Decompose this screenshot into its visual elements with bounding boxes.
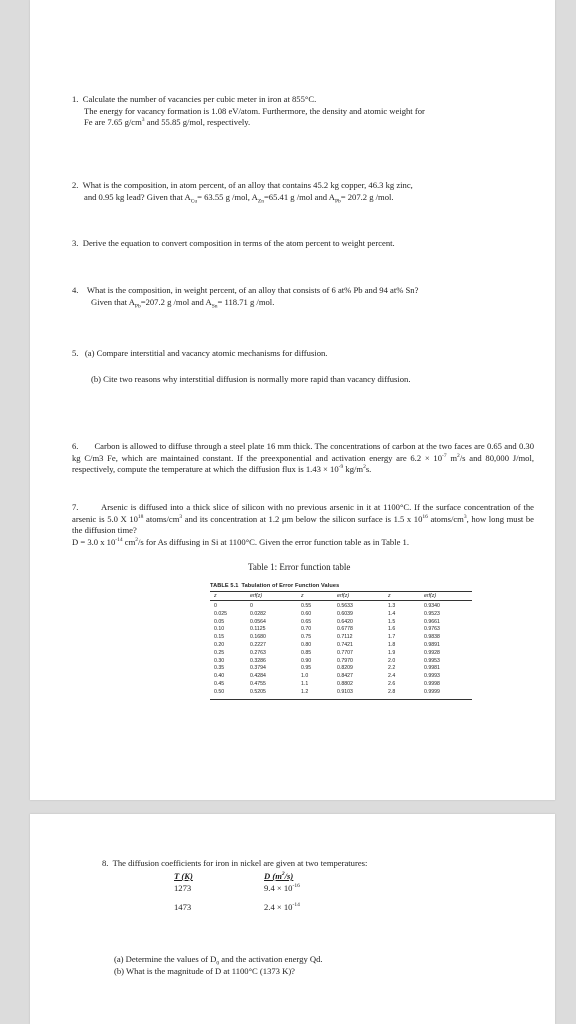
table-cell: 0.6420 [337,618,353,625]
question-number: 4. [72,285,79,295]
column-erf-2 [337,603,384,697]
table-cell: 0.0564 [250,618,266,625]
table-cell: 0.40 [214,673,225,680]
question-text: Calculate the number of vacancies per cubic meter in iron at 855°C. [82,94,317,104]
table-cell: 1.8 [388,641,396,648]
table-cell: 0.1125 [250,626,266,633]
table-cell: 1.9 [388,649,396,656]
question-5 [72,348,411,385]
table-cell: 0.4755 [250,680,266,687]
question-text: =207.2 g /mol and A [140,296,212,307]
table-cell: 0.9928 [424,649,440,656]
question-text: The diffusion coefficients for iron in nickel are given at two temperatures: [112,858,368,868]
question-text: D = 3.0 x 10 [72,536,116,547]
table-cell: 0 [250,603,253,609]
table-cell: 0.30 [214,657,225,664]
diffusion-cell [264,883,364,893]
table-cell: 0.025 [214,610,227,617]
table-cell: 0.45 [214,680,225,687]
question-7 [72,502,534,548]
table-cell: 0.80 [301,641,312,648]
table-cell: 0.9838 [424,634,440,641]
question-text: kg/m [343,464,364,474]
table-cell: 0.7707 [337,649,353,656]
table-cell: 0.9523 [424,610,440,617]
subscript: Pb [134,303,141,310]
question-text: and 55.85 g/mol, respectively. [144,117,251,127]
table-cell: 2.8 [388,688,396,695]
subscript: 0 [216,960,220,967]
table-cell: 0.9999 [424,688,440,695]
question-text: atoms/cm [427,513,464,524]
temperature-cell: 1273 [174,883,192,893]
worksheet-page-2 [30,814,555,1024]
superscript: 3 [141,117,145,124]
table-rule [210,699,472,700]
table-cell: 2.4 [388,673,396,680]
question-text: Arsenic is diffused into a thick slice of silicon with no previous arsenic in it at 1100°C. If the surface concentration of the arsenic is 5.0 X 10 [72,502,534,524]
table-cell: 0.9953 [424,657,440,664]
table-cell: 0.85 [301,649,312,656]
table-cell: 0.7970 [337,657,353,664]
table-cell: 0.8209 [337,665,353,672]
header-temperature: T (K) [174,871,193,881]
question-text: (a) Determine the values of D [114,954,217,964]
superscript: 2 [135,536,139,543]
question-8-parts [114,953,323,977]
question-text: = 207.2 g /mol. [340,191,394,202]
worksheet-page-1 [30,0,555,800]
column-erf-1 [250,603,297,697]
diffusion-data-table [174,871,364,921]
header-diffusion-coefficient [264,871,293,881]
table-cell: 0.25 [214,649,225,656]
table-number: TABLE 5.1 [210,583,239,589]
header-erf: erf(z) [250,593,263,599]
superscript: 3 [179,513,183,520]
header-z: z [388,593,391,599]
table-cell: 0.10 [214,626,225,633]
table-row [174,902,364,921]
table-cell: 0.95 [301,665,312,672]
table-cell: 1.7 [388,634,396,641]
table-cell: 1.3 [388,603,396,609]
table-title-text: Tabulation of Error Function Values [241,583,340,589]
table-cell: 0.9763 [424,626,440,633]
column-z-3 [384,603,424,697]
value-text: 2.4 × 10 [264,902,293,912]
question-text: What is the composition, in weight percent, of an alloy that consists of 6 at% Pb and 94 at% Sn? [86,285,419,295]
question-1 [72,94,425,129]
table-cell: 2.6 [388,680,396,687]
subscript: Zn [257,198,264,205]
table-cell: 0.6778 [337,626,353,633]
superscript: -14 [115,536,123,543]
table-cell: 2.2 [388,665,396,672]
header-erf: erf(z) [337,593,350,599]
table-header-row [210,592,472,600]
table-cell: 2.0 [388,657,396,664]
header-text: /s) [284,871,294,881]
question-number: 6. [72,441,79,451]
question-text: = 63.55 g /mol, A [197,191,258,202]
table-cell: 1.4 [388,610,396,617]
question-number: 8. [102,858,109,868]
superscript: -9 [338,464,344,471]
table-cell: 0.15 [214,634,225,641]
question-text: (b) Cite two reasons why interstitial diffusion is normally more rapid than vacancy diffusion. [91,373,411,384]
header-z: z [301,593,304,599]
table-cell: 0.0282 [250,610,266,617]
temperature-cell: 1473 [174,902,192,912]
table-cell: 1.5 [388,618,396,625]
superscript: -7 [442,452,447,459]
table-title [210,583,472,589]
question-text: s. [365,464,372,474]
table-cell: 0.9661 [424,618,440,625]
table-cell: 0.3794 [250,665,266,672]
table-cell: 0.3286 [250,657,266,664]
table-cell: 0.2227 [250,641,266,648]
question-text: (b) What is the magnitude of D at 1100°C (1373 K)? [114,966,296,976]
table-cell: 0.50 [214,688,225,695]
question-text: and the activation energy Qd. [219,954,323,964]
table-cell: 0.9993 [424,673,440,680]
question-number: 3. [72,238,79,248]
table-cell: 0.05 [214,618,225,625]
question-text: = 118.71 g /mol. [217,296,275,307]
question-text: What is the composition, in atom percent, of an alloy that contains 45.2 kg copper, 46.3 kg zinc, [82,180,413,190]
table-cell: 0.9891 [424,641,440,648]
table-cell: 1.2 [301,688,309,695]
table-cell: 0.2763 [250,649,266,656]
subscript: Sn [211,303,218,310]
table-cell: 1.6 [388,626,396,633]
table-row [174,883,364,902]
table-cell: 0.55 [301,603,312,609]
table-cell: 0.9998 [424,680,440,687]
table-cell: 0.6039 [337,610,353,617]
question-text: atoms/cm [143,513,180,524]
question-number: 7. [72,502,79,512]
question-8 [102,858,367,868]
question-number: 1. [72,94,79,104]
column-z-2 [297,603,337,697]
table-cell: 0.20 [214,641,225,648]
table-cell: 0.8802 [337,680,353,687]
table-cell: 0.9340 [424,603,440,609]
table-cell: 1.1 [301,680,309,687]
table-body [210,601,472,699]
subscript: Cu [190,198,198,205]
diffusion-cell [264,902,364,912]
table-cell: 0 [214,603,217,609]
question-text: Derive the equation to convert composition in terms of the atom percent to weight percent. [82,238,395,248]
table-cell: 0.7112 [337,634,353,641]
table-cell: 0.70 [301,626,312,633]
question-text: =65.41 g /mol and A [263,191,335,202]
table-cell: 0.60 [301,610,312,617]
superscript: -14 [292,902,300,909]
column-erf-3 [424,603,471,697]
question-text: /s for As diffusing in Si at 1100°C. Given the error function table as in Table 1. [138,536,409,547]
superscript: 18 [137,513,144,520]
value-text: 9.4 × 10 [264,883,293,893]
question-text: /s and 80,000 J/mol, respectively, compute the temperature at which the diffusion flux is 1.43 × 10 [72,452,535,474]
table-caption: Table 1: Error function table [248,562,351,572]
superscript: 16 [422,513,428,520]
superscript: -16 [292,883,300,890]
table-cell: 0.9981 [424,665,440,672]
superscript: 3 [463,513,467,520]
question-6 [72,441,534,476]
table-cell: 1.0 [301,673,309,680]
table-cell: 0.5205 [250,688,266,695]
table-cell: 0.7421 [337,641,353,648]
question-number: 5. [72,348,79,358]
table-cell: 0.75 [301,634,312,641]
table-cell: 0.90 [301,657,312,664]
table-cell: 0.1680 [250,634,266,641]
table-cell: 0.5633 [337,603,353,609]
question-4 [72,285,418,308]
table-cell: 0.9103 [337,688,353,695]
error-function-table [210,583,472,700]
header-z: z [214,593,217,599]
question-text: and its concentration at 1.2 μm below the silicon surface is 1.5 x 10 [182,513,423,524]
superscript: 2 [363,464,366,471]
table-header-row [174,871,364,883]
question-text: Carbon is allowed to diffuse through a steel plate 16 mm thick. The concentrations of carbon at the two faces are 0.65 and 0.30 kg C/m3 Fe, which are maintained constant. If the preexponential and activation energy are 6.2 × 10 [72,441,534,463]
header-erf: erf(z) [424,593,437,599]
question-text: , how long must be the diffusion time? [72,513,534,535]
table-cell: 0.65 [301,618,312,625]
question-text: The energy for vacancy formation is 1.08 eV/atom. Furthermore, the density and atomic weight for [84,105,425,116]
question-text: m [446,452,458,463]
question-number: 2. [72,180,79,190]
question-text: and 0.95 kg lead? Given that A [84,191,191,202]
table-cell: 0.8427 [337,673,353,680]
column-z-1 [210,603,250,697]
table-cell: 0.4284 [250,673,266,680]
superscript: 2 [281,871,285,878]
question-2 [72,180,413,203]
question-3 [72,238,395,250]
table-cell: 0.35 [214,665,225,672]
subscript: Pb [334,198,341,205]
question-text: cm [122,536,136,547]
question-text: Given that A [91,296,135,307]
question-text: (a) Compare interstitial and vacancy atomic mechanisms for diffusion. [84,348,328,358]
superscript: 2 [457,452,460,459]
header-text: D (m [264,871,282,881]
question-text: Fe are 7.65 g/cm [84,117,142,127]
